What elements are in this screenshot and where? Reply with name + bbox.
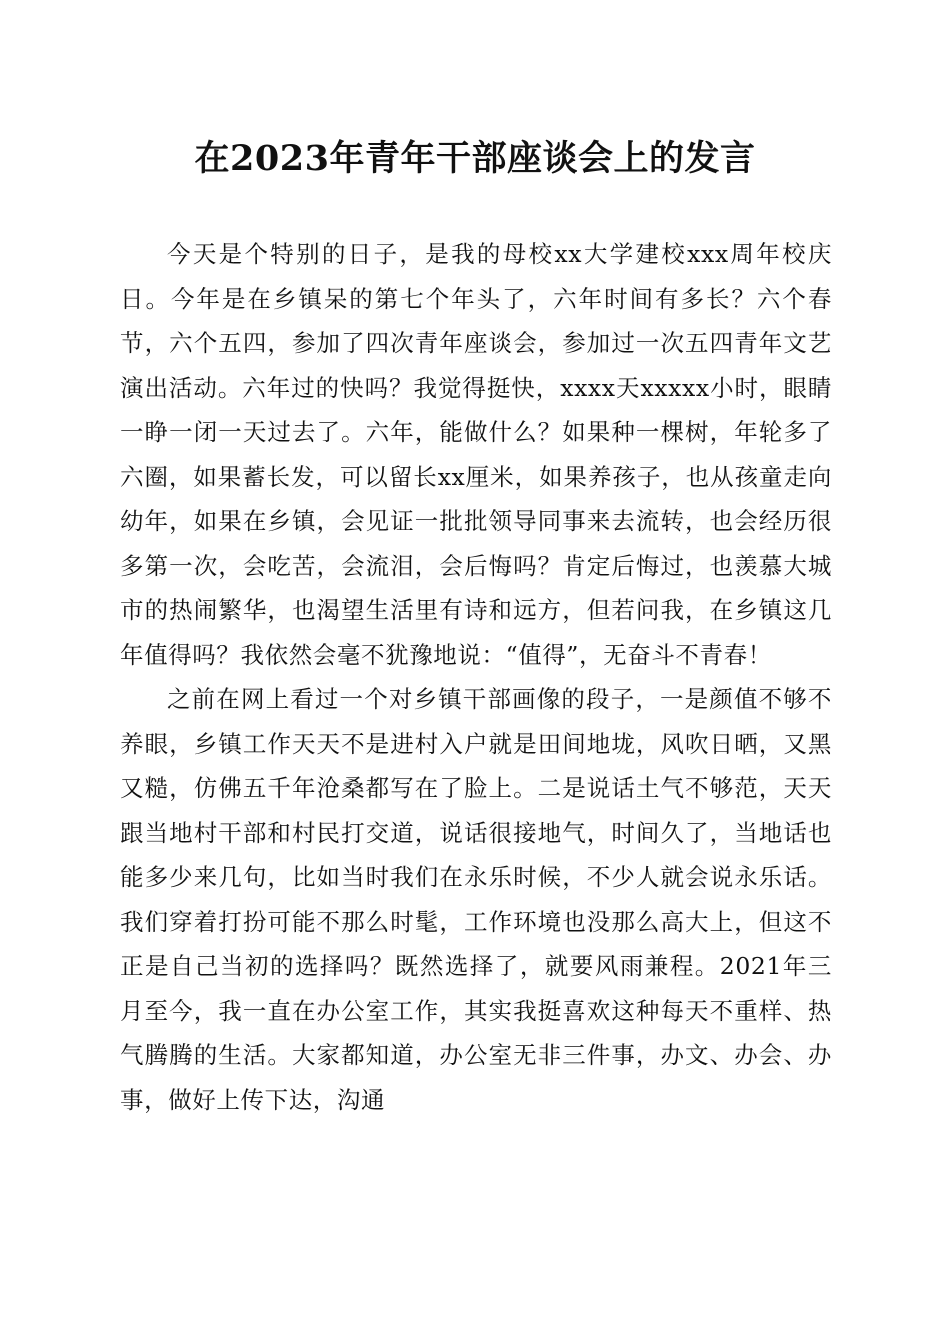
paragraph-1: 今天是个特别的日子，是我的母校xx大学建校xxx周年校庆日。今年是在乡镇呆的第七个年头了，六年时间有多长？六个春节，六个五四，参加了四次青年座谈会，参加过一次五四青年文艺演出活动。六年过的快吗？我觉得挺快，xxxx天xxxxx小时，眼睛一睁一闭一天过去了。六年，能做什么？如果种一棵树，年轮多了六圈，如果蓄长发，可以留长xx厘米，如果养孩子，也从孩童走向幼年，如果在乡镇，会见证一批批领导同事来去流转，也会经历很多第一次，会吃苦，会流泪，会后悔吗？肯定后悔过，也羡慕大城市的热闹繁华，也渴望生活里有诗和远方，但若问我，在乡镇这几年值得吗？我依然会毫不犹豫地说：“值得”，无奋斗不青春！ [120,240,832,669]
document-title: 在2023年青年干部座谈会上的发言 [194,138,756,179]
paragraph-2: 之前在网上看过一个对乡镇干部画像的段子，一是颜值不够不养眼，乡镇工作天天不是进村入户就是田间地垅，风吹日晒，又黑又糙，仿佛五千年沧桑都写在了脸上。二是说话土气不够范，天天跟当地村干部和村民打交道，说话很接地气，时间久了，当地话也能多少来几句，比如当时我们在永乐时候，不少人就会说永乐话。我们穿着打扮可能不那么时髦，工作环境也没那么高大上，但这不正是自己当初的选择吗？既然选择了，就要风雨兼程。2021年三月至今，我一直在办公室工作，其实我挺喜欢这种每天不重样、热气腾腾的生活。大家都知道，办公室无非三件事，办文、办会、办事，做好上传下达，沟通 [120,685,832,1114]
document-body [120,232,832,1122]
